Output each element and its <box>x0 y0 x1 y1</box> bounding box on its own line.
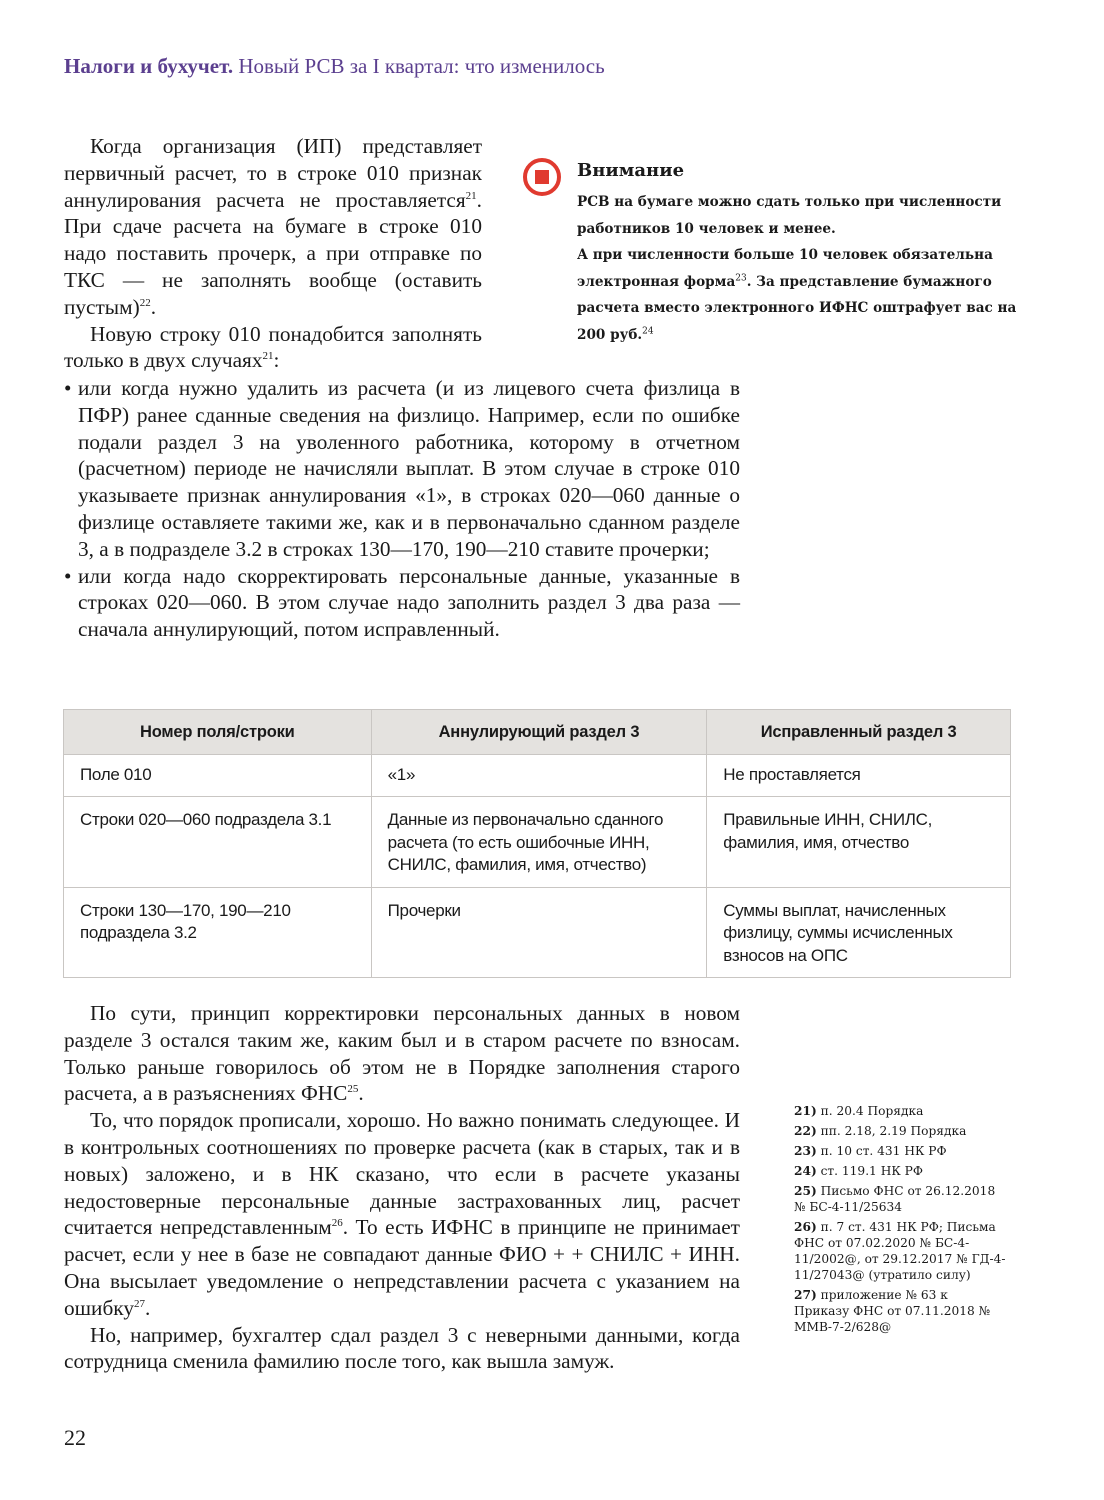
column-header: Аннулирующий раздел 3 <box>371 710 707 755</box>
comparison-table <box>63 709 1011 978</box>
footnote-ref[interactable]: 25 <box>347 1083 359 1096</box>
article-title: Новый РСВ за I квартал: что изменилось <box>238 54 605 78</box>
text: Новую строку 010 понадобится заполнять только в двух случаях <box>64 321 482 373</box>
footnote <box>794 1163 1034 1179</box>
text: . <box>358 1081 364 1106</box>
table-row <box>64 887 1011 978</box>
attention-title: Внимание <box>577 160 685 181</box>
table-row <box>64 755 1011 797</box>
footnote-number: 25) <box>794 1184 817 1198</box>
footnote <box>794 1143 1034 1159</box>
list-item <box>64 563 740 643</box>
footnote-ref[interactable]: 21 <box>465 189 477 202</box>
text: или когда надо скорректировать персональные данные, указанные в строках 020—060. В этом случае надо заполнить раздел 3 два раза — сначала аннулирующий, потом исправленный. <box>78 563 740 642</box>
footnote-number: 24) <box>794 1164 817 1178</box>
footnote-text: ст. 119.1 НК РФ <box>820 1164 923 1178</box>
footnote-ref[interactable]: 26 <box>331 1217 343 1230</box>
footnote-ref[interactable]: 27 <box>133 1297 145 1310</box>
table-cell: Суммы выплат, начисленных физлицу, суммы исчисленных взносов на ОПС <box>707 887 1011 978</box>
bullet-icon: • <box>64 563 72 588</box>
footnote-text: пп. 2.18, 2.19 Порядка <box>820 1124 967 1138</box>
footnote-text: приложение № 63 к Приказу ФНС от 07.11.2018 № ММВ-7-2/628@ <box>794 1288 991 1334</box>
footnote-text: п. 20.4 Порядка <box>820 1104 924 1118</box>
bullet-list <box>64 375 740 643</box>
table-cell: Данные из первоначально сданного расчета (то есть ошибочные ИНН, СНИЛС, фамилия, имя, отчество) <box>371 797 707 888</box>
text: . <box>150 294 157 319</box>
text: . То есть ИФНС в принципе не принимает расчет, если у нее в базе не совпадают данные ФИО + + СНИЛС + ИНН. Она высылает уведомление о непредставлении расчета с указанием на ошибку <box>64 1215 740 1320</box>
text: Когда организация (ИП) представляет первичный расчет, то в строке 010 признак аннулирования расчета не проставляется <box>64 134 482 212</box>
running-header <box>64 54 605 79</box>
table-cell: Не проставляется <box>707 755 1011 797</box>
table-cell: Поле 010 <box>64 755 372 797</box>
footnote-text: п. 7 ст. 431 НК РФ; Письма ФНС от 07.02.2020 № БС-4-11/2002@, от 29.12.2017 № ГД-4-11/27043@ (утратило силу) <box>794 1220 1006 1282</box>
intro-column <box>64 133 482 374</box>
table-cell: Правильные ИНН, СНИЛС, фамилия, имя, отчество <box>707 797 1011 888</box>
text: . За представление бумажного расчета вместо электронного ИФНС оштрафует вас на 200 руб. <box>577 273 1017 343</box>
table-cell: «1» <box>371 755 707 797</box>
section-name: Налоги и бухучет. <box>64 54 234 78</box>
footnote-number: 21) <box>794 1104 817 1118</box>
footnote-ref[interactable]: 22 <box>139 296 151 309</box>
text: По сути, принцип корректировки персональных данных в новом разделе 3 остался таким же, каким был и в старом расчете по взносам. Только раньше говорилось об этом не в Порядке заполнения старого расчета, а в разъяснениях ФНС <box>64 1001 740 1106</box>
column-header: Исправленный раздел 3 <box>707 710 1011 755</box>
footnote <box>794 1219 1019 1283</box>
attention-line-1: РСВ на бумаге можно сдать только при численности работников 10 человек и менее. <box>577 194 1002 237</box>
text: : <box>273 348 280 373</box>
text: или когда нужно удалить из расчета (и из лицевого счета физлица в ПФР) ранее сданные сведения на физлицо. Например, если по ошибке подали раздел 3 на уволенного работника, которому в отчетном (расчетном) периоде не начисляли выплат. В этом случае в строке 010 указываете признак аннулирования «1», в строках 020—060 данные о физлице оставляете такими же, как и в первоначально сданном разделе 3, а в подразделе 3.2 в строках 130—170, 190—210 ставите прочерки; <box>78 376 740 561</box>
footnote-text: Письмо ФНС от 26.12.2018 № БС-4-11/25634 <box>794 1184 996 1214</box>
column-header: Номер поля/строки <box>64 710 372 755</box>
table-cell: Прочерки <box>371 887 707 978</box>
paragraph <box>64 1107 740 1321</box>
table-cell: Строки 130—170, 190—210 подраздела 3.2 <box>64 887 372 978</box>
footnote-text: п. 10 ст. 431 НК РФ <box>820 1144 947 1158</box>
footnote-number: 26) <box>794 1220 817 1234</box>
footnote <box>794 1123 1034 1139</box>
text: . При сдаче расчета на бумаге в строке 010 надо поставить прочерк, а при отправке по ТКС — не заполнять вообще (оставить пустым) <box>64 187 482 319</box>
list-item <box>64 375 740 563</box>
page-number: 22 <box>64 1425 86 1450</box>
table-cell: Строки 020—060 подраздела 3.1 <box>64 797 372 888</box>
bottom-column <box>64 1000 740 1375</box>
footnotes <box>794 1103 1034 1339</box>
footnote <box>794 1183 1004 1215</box>
intro-paragraph-2 <box>64 321 482 375</box>
paragraph: Но, например, бухгалтер сдал раздел 3 с неверными данными, когда сотрудница сменила фамилию после того, как вышла замуж. <box>64 1322 740 1374</box>
footnote-number: 27) <box>794 1288 817 1302</box>
table-row <box>64 797 1011 888</box>
attention-line-2 <box>577 242 1017 348</box>
table-header-row <box>64 710 1011 755</box>
paragraph <box>64 1000 740 1107</box>
bullet-icon: • <box>64 376 72 400</box>
footnote-number: 22) <box>794 1124 817 1138</box>
stop-circle-icon <box>522 157 562 197</box>
footnote <box>794 1103 1034 1119</box>
attention-body <box>577 189 1017 349</box>
text: То, что порядок прописали, хорошо. Но важно понимать следующее. И в контрольных соотношениях по проверке расчета (как в старых, так и в новых) заложено, и в НК сказано, что если в расчете указаны недостоверные персональные данные застрахованных лиц, расчет считается непредставленным <box>64 1108 740 1240</box>
text: А при численности больше 10 человек обязательна электронная форма <box>577 247 993 290</box>
footnote-ref[interactable]: 24 <box>642 326 654 337</box>
intro-paragraph-1 <box>64 133 482 321</box>
footnote <box>794 1287 994 1335</box>
footnote-ref[interactable]: 23 <box>735 273 747 284</box>
text: . <box>144 1295 151 1320</box>
footnote-number: 23) <box>794 1144 817 1158</box>
footnote-ref[interactable]: 21 <box>262 350 274 363</box>
